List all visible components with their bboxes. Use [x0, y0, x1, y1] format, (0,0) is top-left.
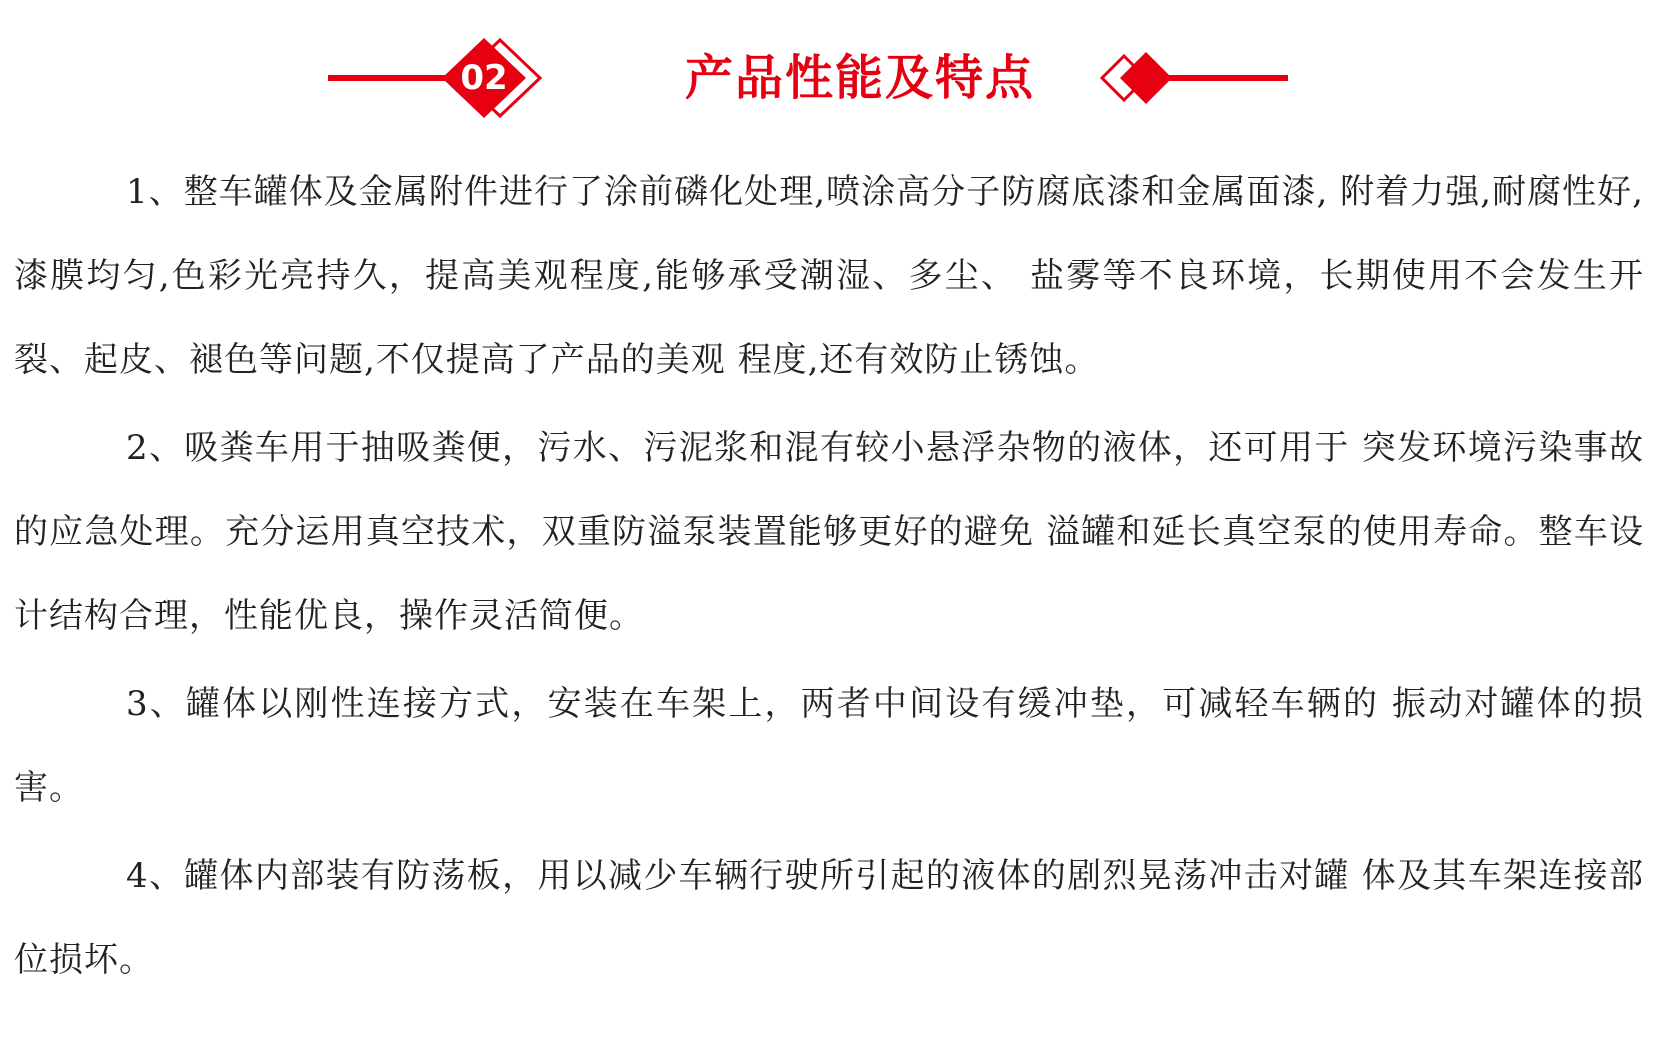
feature-list [14, 150, 1644, 1006]
feature-paragraph-2: 2、吸粪车用于抽吸粪便，污水、污泥浆和混有较小悬浮杂物的液体，还可用于 突发环境污染事故的应急处理。充分运用真空技术，双重防溢泵装置能够更好的避免 溢罐和延长真空泵的使用寿命。整车设计结构合理，性能优良，操作灵活简便。 [14, 428, 1644, 636]
section-title: 产品性能及特点 [684, 50, 1035, 106]
right-divider-line [1166, 75, 1288, 81]
left-divider-line [328, 75, 458, 81]
feature-paragraph-1: 1、整车罐体及金属附件进行了涂前磷化处理,喷涂高分子防腐底漆和金属面漆, 附着力强,耐腐性好,漆膜均匀,色彩光亮持久，提高美观程度,能够承受潮湿、多尘、 盐雾等不良环境，长期使用不会发生开裂、起皮、褪色等问题,不仅提高了产品的美观 程度,还有效防止锈蚀。 [14, 172, 1644, 380]
feature-paragraph-4: 4、罐体内部装有防荡板，用以减少车辆行驶所引起的液体的剧烈晃荡冲击对罐 体及其车架连接部位损坏。 [14, 856, 1644, 980]
section-header [0, 0, 1654, 150]
feature-paragraph-3: 3、罐体以刚性连接方式，安装在车架上，两者中间设有缓冲垫，可减轻车辆的 振动对罐体的损害。 [14, 684, 1644, 808]
section-number: 02 [460, 58, 508, 98]
